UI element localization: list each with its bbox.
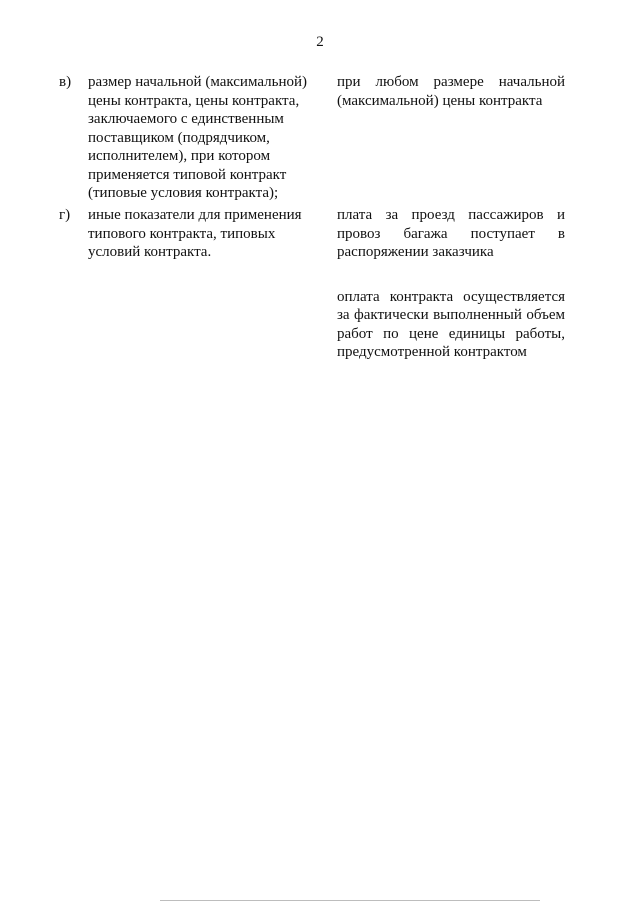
- parameter-line: применяется типовой контракт: [88, 166, 287, 183]
- value-paragraph: оплата контракта осуществляется за фактически выполненный объем работ по цене единицы работы, предусмотренной контрактом: [337, 288, 565, 360]
- parameter-line: размер начальной (максимальной): [88, 74, 308, 90]
- parameter-line: (типовые условия контракта);: [88, 185, 279, 201]
- value-cell: [337, 206, 565, 362]
- row-marker: в): [59, 74, 72, 90]
- value-paragraph: при любом размере начальной (максимальной) цены контракта: [337, 74, 565, 109]
- parameter-line: типового контракта, типовых: [88, 225, 276, 242]
- value-cell: [337, 73, 565, 110]
- parameter-cell: [88, 206, 308, 262]
- value-paragraph: плата за проезд пассажиров и провоз багажа поступает в распоряжении заказчика: [337, 207, 565, 260]
- parameter-line: условий контракта.: [88, 244, 212, 260]
- parameter-line: исполнителем), при котором: [88, 148, 271, 164]
- parameter-line: поставщиком (подрядчиком,: [88, 129, 270, 146]
- parameter-line: заключаемого с единственным: [88, 111, 284, 127]
- row-marker: г): [59, 207, 71, 223]
- parameter-line: цены контракта, цены контракта,: [88, 92, 300, 109]
- parameter-cell: [88, 73, 308, 203]
- page-number: 2: [316, 34, 324, 50]
- page-bottom-edge: [160, 900, 540, 901]
- parameter-line: иные показатели для применения: [88, 207, 302, 223]
